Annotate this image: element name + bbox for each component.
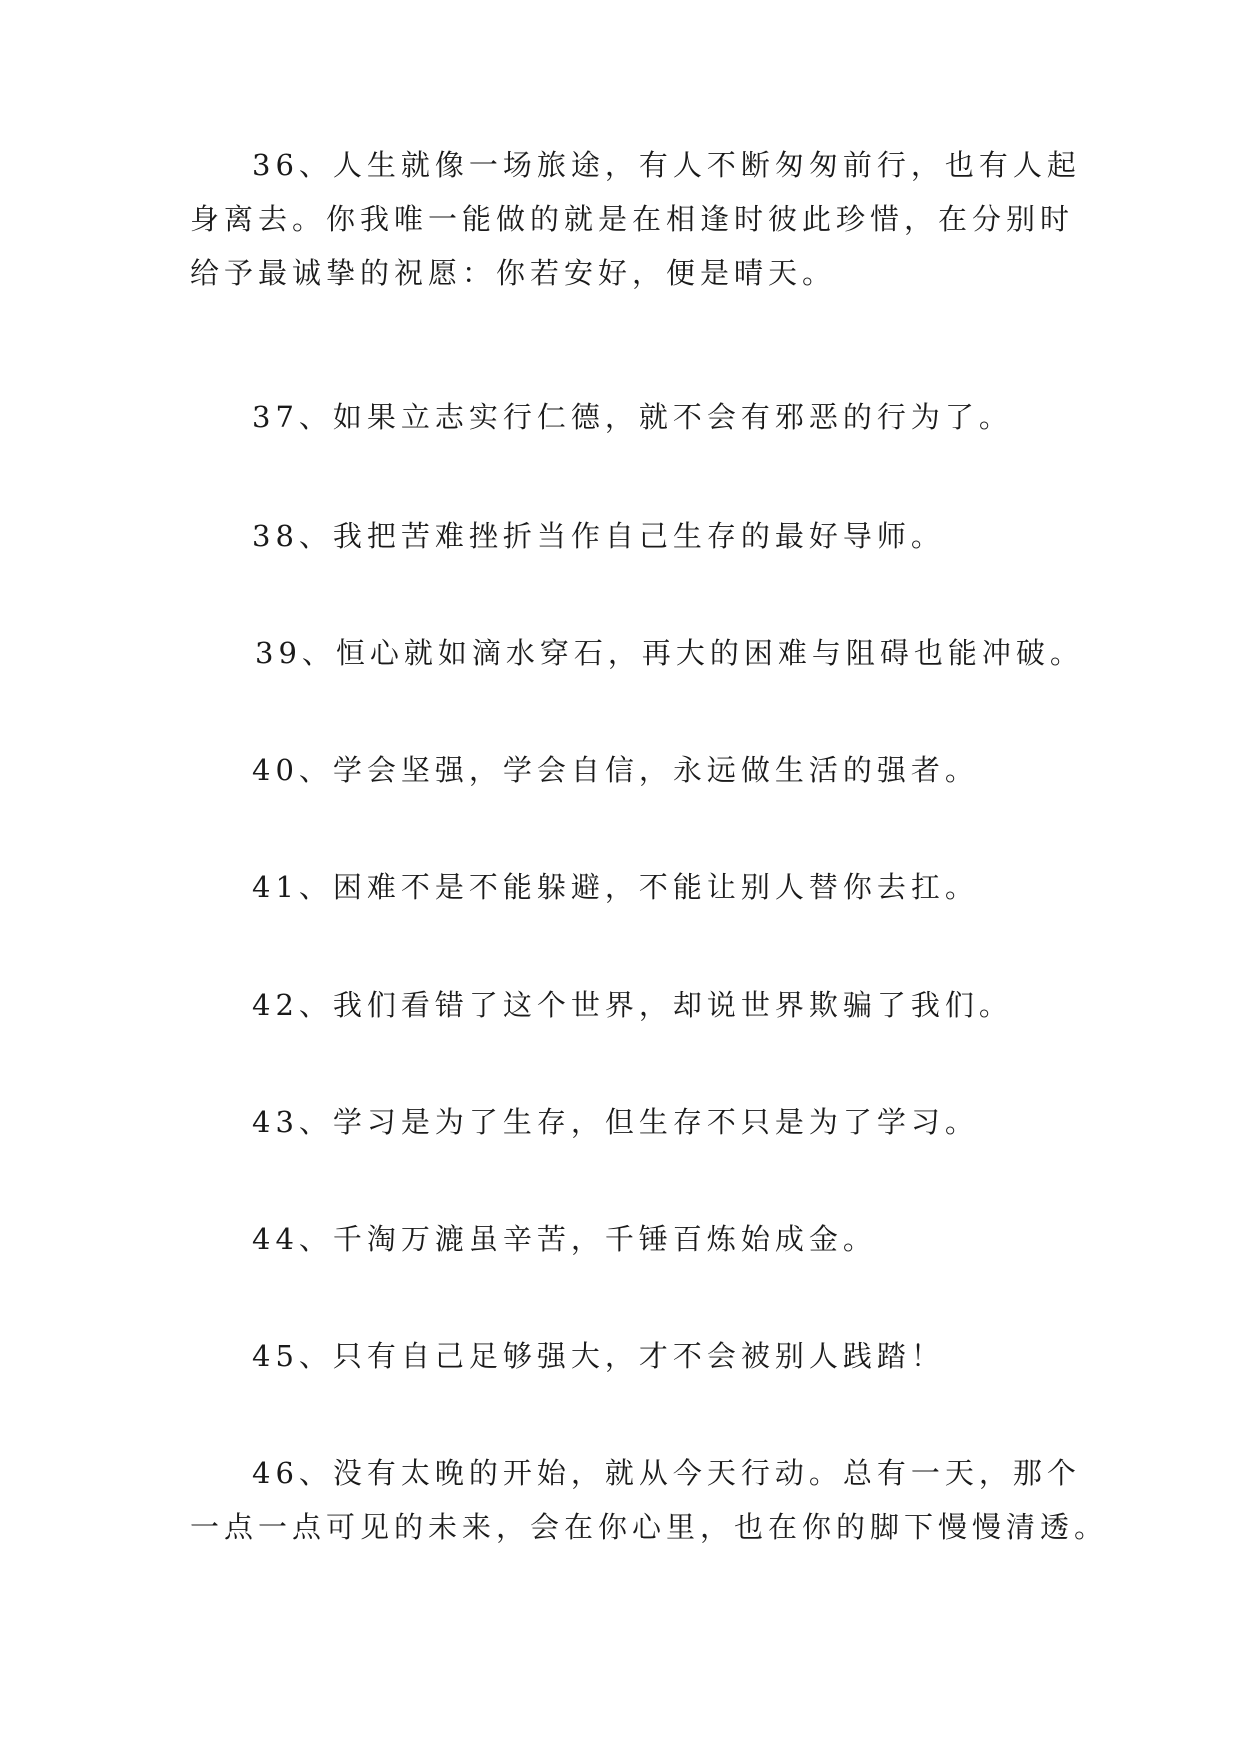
paragraph-line: 46、没有太晚的开始，就从今天行动。总有一天，那个 (252, 1456, 1081, 1490)
paragraph-43 (0, 1095, 1241, 1149)
paragraph-line: 39、恒心就如滴水穿石，再大的困难与阻碍也能冲破。 (255, 636, 1084, 670)
paragraph-45 (0, 1329, 1241, 1383)
paragraph-line: 45、只有自己足够强大，才不会被别人践踏！ (252, 1339, 945, 1373)
paragraph-line: 40、学会坚强，学会自信，永远做生活的强者。 (252, 753, 979, 787)
paragraph-line: 38、我把苦难挫折当作自己生存的最好导师。 (252, 519, 945, 553)
paragraph-38 (0, 509, 1241, 563)
paragraph-line: 41、困难不是不能躲避，不能让别人替你去扛。 (252, 870, 979, 904)
paragraph-39 (0, 626, 1241, 680)
paragraph-41 (0, 860, 1241, 914)
paragraph-line: 36、人生就像一场旅途，有人不断匆匆前行，也有人起 (252, 148, 1081, 182)
paragraph-line: 一点一点可见的未来，会在你心里，也在你的脚下慢慢清透。 (190, 1510, 1109, 1544)
paragraph-40 (0, 743, 1241, 797)
paragraph-line: 42、我们看错了这个世界，却说世界欺骗了我们。 (252, 988, 1013, 1022)
paragraph-44 (0, 1212, 1241, 1266)
paragraph-42 (0, 978, 1241, 1032)
paragraph-36 (0, 138, 1241, 300)
paragraph-line: 身离去。你我唯一能做的就是在相逢时彼此珍惜，在分别时 (190, 202, 1075, 236)
paragraph-37 (0, 390, 1241, 444)
paragraph-line: 给予最诚挚的祝愿：你若安好，便是晴天。 (190, 256, 837, 290)
paragraph-line: 37、如果立志实行仁德，就不会有邪恶的行为了。 (252, 400, 1013, 434)
paragraph-line: 43、学习是为了生存，但生存不只是为了学习。 (252, 1105, 979, 1139)
paragraph-46 (0, 1446, 1241, 1554)
paragraph-line: 44、千淘万漉虽辛苦，千锤百炼始成金。 (252, 1222, 877, 1256)
